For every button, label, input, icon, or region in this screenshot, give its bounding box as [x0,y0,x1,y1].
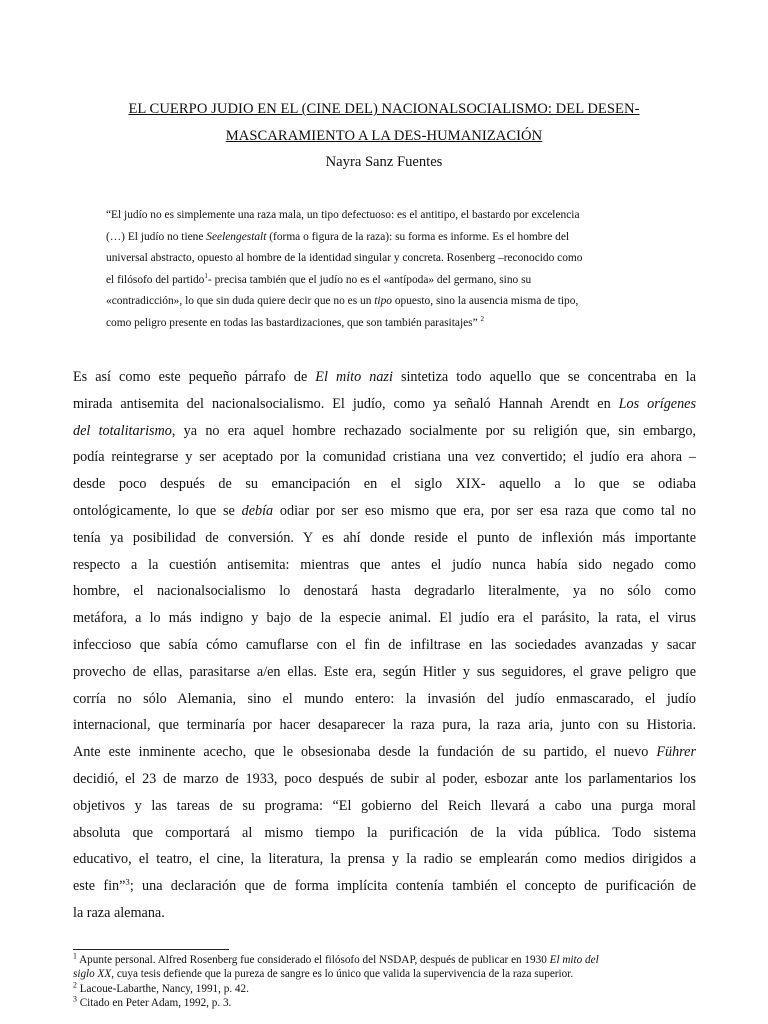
body-line: metáfora, a lo más indigno y bajo de la especie animal. El judío era el parásito, la rata, el virus [73,610,696,627]
quote-line: como peligro presente en todas las bastardizaciones, que son también parasitajes” $^2$ [106,315,485,329]
quote-line: «contradicción», lo que sin duda quiere decir que no es un tipo opuesto, sino la ausencia misma de tipo, [106,295,579,308]
footnote-ref-3[interactable]: 3 [125,876,130,887]
body-line: Ante este inminente acecho, que le obsesionaba desde la fundación de su partido, el nuevo Führer [73,744,696,761]
body-line: podía reintegrarse y ser aceptado por la comunidad cristiana una vez convertido; el judío era ahora – [73,449,696,466]
body-line: infeccioso que sabía cómo camuflarse con el fin de infiltrase en las sociedades avanzadas y sacar [73,636,696,653]
body-line: decidió, el 23 de marzo de 1933, poco después de subir al poder, esbozar ante los parlamentarios los [73,770,696,787]
body-line: mirada antisemita del nacionalsocialismo. El judío, como ya señaló Hannah Arendt en Los orígenes [73,395,696,412]
book-title: Los orígenes [618,395,696,412]
body-line: la raza alemana. [73,904,165,921]
book-title: del totalitarismo [73,422,172,439]
author-name: Nayra Sanz Fuentes [325,154,443,170]
body-line: del totalitarismo, ya no era aquel hombre rechazado socialmente por su religión que, sin embargo, [73,422,696,439]
italic-term: debía [241,502,274,519]
body-line: internacional, que terminaría por hacer desaparecer la raza pura, la raza aria, junto con su Historia. [73,717,696,734]
epigraph-quote [106,205,682,335]
body-line: respecto a la cuestión antisemita: mientras que antes el judío nunca había sido negado como [73,556,696,573]
body-line: desde poco después de su emancipación en el siglo XIX- aquello a lo que se odiaba [73,476,696,493]
footnote-ref-2[interactable]: 2 [480,315,485,324]
body-line: Es así como este pequeño párrafo de El mito nazi sintetiza todo aquello que se concentraba en la [73,369,697,385]
body-line: tenía ya posibilidad de conversión. Y es ahí donde reside el punto de inflexión más importante [73,529,696,546]
body-line: este fin”$^3$; una declaración que de forma implícita contenía también el concepto de purificación de [73,876,696,895]
footnote-divider [73,949,229,950]
italic-term: Seelengestalt [206,230,267,243]
quote-line: (…) El judío no tiene Seelengestalt (forma o figura de la raza): su forma es informe. Es el hombre del [106,230,570,243]
body-line: objetivos y las tareas de su programa: “El gobierno del Reich llevará a cabo una purga moral [73,797,696,814]
title-line-1: EL CUERPO JUDIO EN EL (CINE DEL) NACIONALSOCIALISMO: DEL DESEN- [128,101,640,117]
quote-line: “El judío no es simplemente una raza mala, un tipo defectuoso: es el antitipo, el bastardo por excelencia [106,209,580,221]
body-line: absoluta que comportará al mismo tiempo la purificación de la vida pública. Todo sistema [73,824,696,841]
body-line: ontológicamente, lo que se debía odiar por ser eso mismo que era, por ser esa raza que como tal no [73,502,696,519]
footnote-1-continued: siglo XX, cuya tesis defiende que la pureza de sangre es lo único que valida la supervivencia de la raza superior. [73,968,574,981]
footnote-2: $^2$ Lacoue-Labarthe, Nancy, 1991, p. 42. [73,980,249,995]
title-line-2: MASCARAMIENTO A LA DES-HUMANIZACIÓN [225,128,543,144]
italic-term: tipo [374,295,392,308]
document-title [80,96,688,150]
quote-line: el filósofo del partido$^1$- precisa también que el judío no es el «antípoda» del germano, sino su [106,271,532,286]
book-title: El mito nazi [315,369,393,385]
body-paragraph [73,364,696,927]
quote-line: universal abstracto, opuesto al hombre de la identidad singular y concreta. Rosenberg –reconocido como [106,252,583,265]
footnote-ref-1[interactable]: 1 [204,271,208,280]
body-line: educativo, el teatro, el cine, la literatura, la prensa y la radio se emplearán como medios dirigidos a [73,851,696,868]
body-line: hombre, el nacionalsocialismo lo denostará hasta degradarlo literalmente, ya no sólo como [73,583,696,600]
footnotes [73,953,696,1011]
body-line: corría no sólo Alemania, sino el mundo entero: la invasión del judío enmascarado, el judío [73,690,696,707]
body-line: provecho de ellas, parasitarse a/en ellas. Este era, según Hitler y sus seguidores, el grave peligro que [73,663,696,680]
italic-term: Führer [656,744,696,761]
footnote-3: $^3$ Citado en Peter Adam, 1992, p. 3. [73,994,232,1010]
footnote-1: $^1$ Apunte personal. Alfred Rosenberg fue considerado el filósofo del NSDAP, después de publicar en 1930 El mito del [73,951,599,966]
